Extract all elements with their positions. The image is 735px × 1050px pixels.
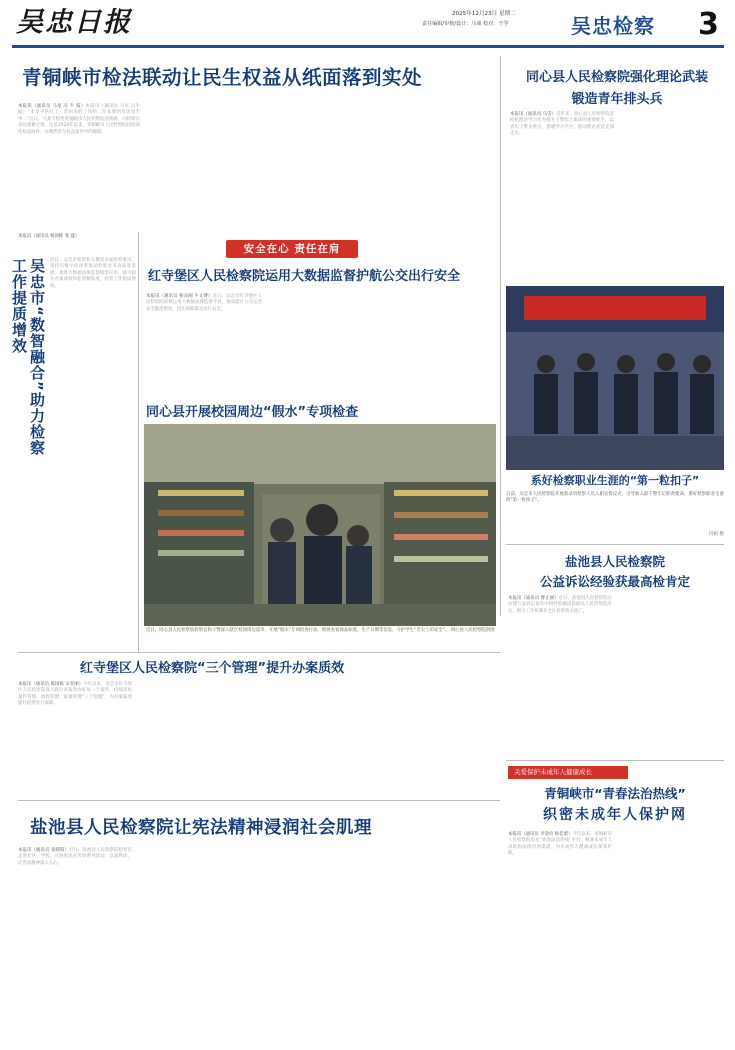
three-management-headline: 红寺堡区人民检察院“三个管理”提升办案质效: [80, 661, 345, 676]
theory-headline-line-1: 同心县人民检察院强化理论武装: [525, 70, 708, 85]
banner-text: 安全在心 责任在肩: [243, 243, 341, 255]
vertical-article-col-side: [50, 258, 136, 468]
minors-article-col-1: [508, 832, 612, 1044]
digital-article-col-3: [382, 294, 496, 414]
main-article-body: 本报讯（通讯员 马星 冯牛 报）“本是平常打工，拿回来的工钱给二位本要到劳动者手中…”近日，马某专程给青铜峡市人民检察院送锦旗，向检察官表达感谢之情。这是2024年以来，青铜峡市人民检察院持续深化检法协作，办理涉民生权益案件中的缩影。: [18, 104, 140, 135]
vertical-article-col-lower: [18, 472, 136, 650]
vertical-article-byline: 本报讯（通讯员 杨国栋 张 盛）: [18, 234, 80, 239]
page-number: 3: [698, 7, 719, 42]
vertical-article-byline-block: [18, 234, 136, 256]
constitution-byline: 本报讯（通讯员 张晓阳）: [18, 848, 70, 853]
three-article-col-1: [18, 682, 132, 780]
oath-caption-block: [506, 492, 724, 534]
main-article-col-3: [262, 104, 376, 226]
salt-body: 近日，盐池县人民检察院在办理公益诉讼案件中的经验做法获最高人民检察院肯定，相关工作机制在全区检察机关推广。: [508, 596, 612, 614]
oath-credit: 闫娟 摄: [708, 532, 724, 537]
theory-byline: 本报讯（通讯员 马雪）: [510, 112, 557, 117]
theory-article-col-1: [510, 112, 614, 282]
salt-byline: 本报讯（通讯员 曹正丽）: [508, 596, 559, 601]
main-article-col-4: [380, 104, 496, 226]
digital-body: 近日，吴忠市红寺堡区人民检察院积极运用大数据法律监督手段，推动辖区公交运营安全隐患整改，切实保障群众出行安全。: [146, 294, 262, 312]
oath-photo: [506, 286, 724, 470]
safety-banner: [226, 240, 358, 258]
minors-byline: 本报讯（通讯员 李金玲 杨佳蕾）: [508, 832, 573, 837]
three-byline: 本报讯（通讯员 陈国栋 宋亚丽）: [18, 682, 84, 687]
kindergarten-photo: [144, 424, 496, 626]
theory-headline-line-2: 锻造青年排头兵: [571, 92, 663, 107]
main-article-col-2: [144, 104, 258, 226]
main-article-byline: 本报讯（通讯员 马星 冯 牛 报）: [18, 104, 86, 109]
salt-headline-line-2: 公益诉讼经验获最高检肯定: [539, 574, 690, 589]
main-headline: 青铜峡市检法联动让民生权益从纸面落到实处: [22, 66, 423, 89]
minors-article-col-2: [616, 832, 724, 1044]
salt-article-col-2: [616, 596, 724, 756]
salt-headline-line-1: 盐池县人民检察院: [564, 554, 665, 569]
theory-article-col-2: [618, 112, 724, 282]
digital-byline: 本报讯（通讯员 杨乐刚 牛文博）: [146, 294, 213, 299]
newspaper-title: 吴忠日报: [16, 7, 132, 38]
section-title: 吴忠检察: [571, 14, 655, 38]
minors-body: 今年以来，青铜峡市人民检察院依托“青春法治热线”平台，畅通未成年人求助和法律咨询渠道，为未成年人健康成长保驾护航。: [508, 832, 612, 857]
digital-article-col-2: [266, 294, 378, 414]
oath-caption: 日前，吴忠市人民检察院开展新录用检察人员入职宣誓仪式，引导新入职干警牢记职责使命，系好检察职业生涯的“第一粒扣子”。: [506, 492, 724, 504]
constitution-col-3: [256, 848, 374, 1044]
constitution-body: 近日，盐池县人民检察院检察官走进社区、学校，开展宪法宣传周系列活动，以案释法，让宪法精神深入人心。: [18, 848, 132, 866]
salt-article-col-1: [508, 596, 612, 756]
minors-tag: [508, 766, 628, 779]
three-article-col-4: [378, 682, 496, 780]
masthead-rule: [12, 45, 724, 48]
oath-headline: 系好检察职业生涯的“第一粒扣子”: [530, 474, 700, 487]
theory-body: 近年来，同心县人民检察院坚持把理论学习作为提升干警综合素质的重要抓手，以青年干警为重点，搭建学习平台，推动理论武装走深走实。: [510, 112, 614, 137]
kindergarten-headline: 同心县开展校园周边“假水”专项检查: [146, 405, 359, 420]
issue-date: 2025年12月23日 星期二: [452, 11, 516, 17]
kindergarten-credit: 同心县人民检察院供图: [450, 628, 495, 633]
digital-bus-headline: 红寺堡区人民检察院运用大数据监督护航公交出行安全: [148, 269, 461, 284]
constitution-col-2: [136, 848, 252, 1044]
kindergarten-caption-block: [146, 628, 496, 640]
issue-editors: 责任编辑/审核/设计：马成 校对：王学: [422, 21, 509, 27]
three-article-col-3: [256, 682, 374, 780]
constitution-headline: 盐池县人民检察院让宪法精神浸润社会肌理: [30, 818, 372, 838]
minors-headline-line-1: 青铜峡市“青春法治热线”: [544, 786, 686, 801]
oath-ceremony-image: [506, 286, 724, 470]
three-article-col-2: [136, 682, 252, 780]
constitution-col-1: [18, 848, 132, 1044]
digital-article-col-1: [146, 294, 262, 414]
constitution-col-4: [378, 848, 496, 1044]
minors-tag-text: 关爱保护未成年人健康成长: [514, 768, 592, 776]
vertical-article-headline: 吴忠市“数智融合”助力检察工作提质增效: [10, 258, 46, 456]
vertical-article-body: 近日，吴忠市检察机关聚焦办案检察重点，坚持以数字化改革推动检察业务高质量发展，推进大数据法律监督模型应用，助力提升办案质效和监督精准度，检察工作提质增效。: [50, 258, 136, 289]
minors-headline-line-2: 织密未成年人保护网: [543, 807, 687, 823]
three-body: 今年以来，吴忠市红寺堡区人民检察院深入践行高质效办好每一个案件，持续深化案件管理、流程管理、质量管理“三个管理”，为办案质效提升提供有力保障。: [18, 682, 132, 707]
store-inspection-image: [144, 424, 496, 626]
main-article-col-1: [18, 104, 140, 226]
kindergarten-caption: 近日，同心县人民检察院检察官和干警深入辖区校园周边超市，开展“假水”专项检查行动，现场查看商品标签、生产日期等信息，守护学生“舌尖上的安全”。: [146, 628, 450, 633]
